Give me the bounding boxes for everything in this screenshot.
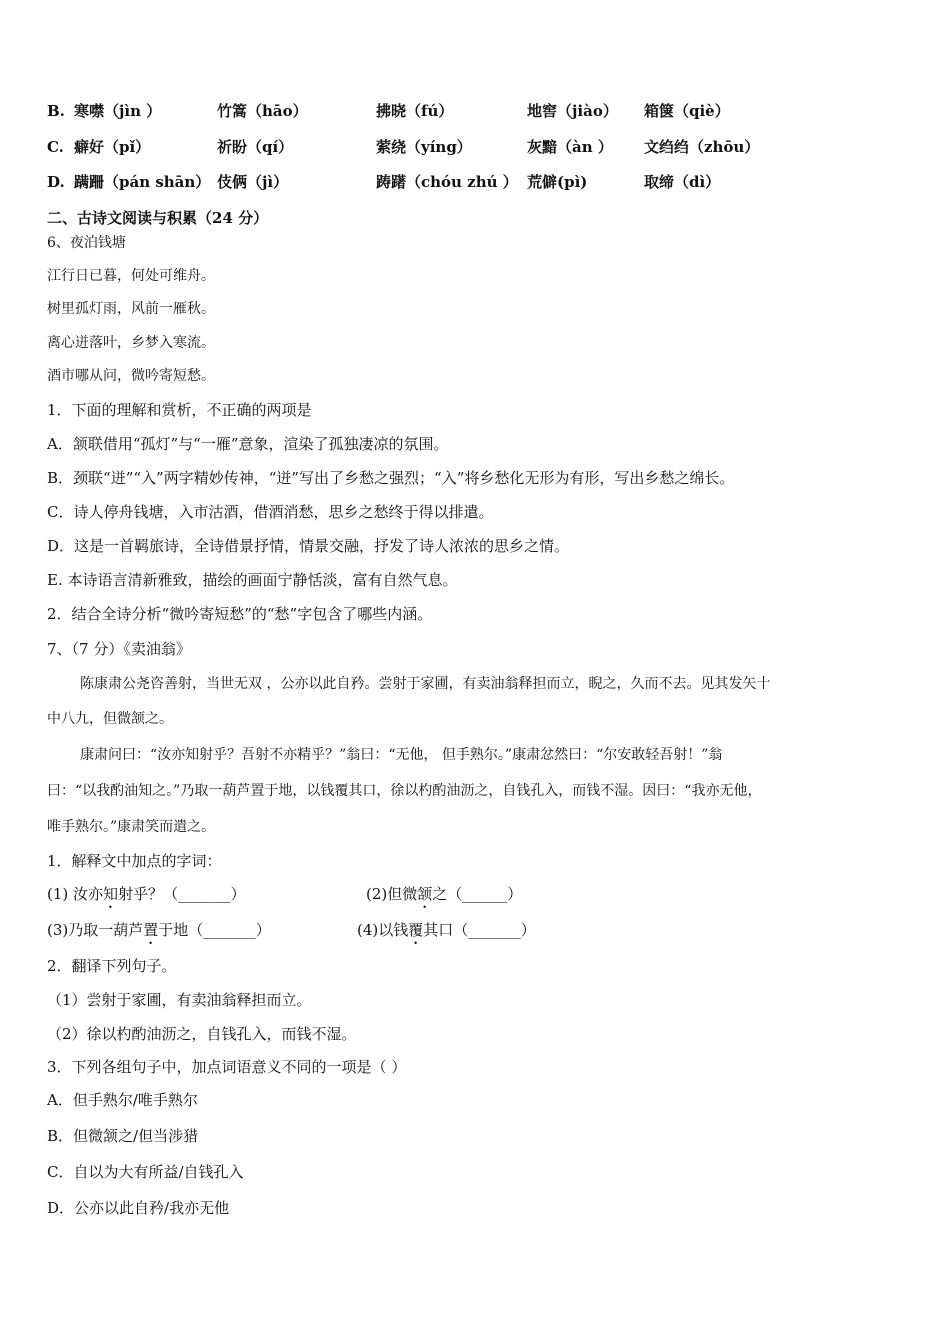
item-text: 其口（_______） [423, 921, 536, 939]
answer-option: A．颔联借用“孤灯”与“一雁”意象，渲染了孤独凄凉的氛围。 [47, 435, 449, 453]
answer-option: D．这是一首羁旅诗，全诗借景抒情，情景交融，抒发了诗人浓浓的思乡之情。 [47, 537, 570, 555]
item-text: 但微 [387, 885, 418, 903]
answer-option: E. 本诗语言清新雅致，描绘的画面宁静恬淡，富有自然气息。 [47, 571, 458, 589]
option-item: 祈盼（qí） [217, 138, 294, 156]
option-item: 伎俩（jì） [217, 173, 289, 191]
passage-line: 曰：“以我酌油知之。”乃取一葫芦置于地，以钱覆其口，徐以杓酌油沥之，自钱孔入，而钱不湿。因曰：“我亦无他， [47, 783, 762, 799]
item-text: 之（______） [432, 885, 523, 903]
item-text: 汝亦 [73, 885, 104, 903]
poem-line: 树里孤灯雨，风前一雁秋。 [47, 301, 215, 317]
poem-line: 离心迸落叶，乡梦入寒流。 [47, 335, 215, 351]
answer-option: B．但微颔之/但当涉猎 [47, 1127, 199, 1145]
option-item: 箱箧（qiè） [644, 102, 730, 120]
item-number: (4) [357, 921, 379, 939]
question-stem: 1．解释文中加点的字词： [47, 852, 222, 870]
option-item: 蹒跚（pán shān） [74, 173, 211, 191]
question-stem: 1．下面的理解和赏析，不正确的两项是 [47, 401, 312, 419]
item-number: (1) [47, 885, 69, 903]
poem-title: 6、夜泊钱塘 [47, 235, 126, 251]
item-text: 乃取一葫芦 [68, 921, 144, 939]
item-number: (2) [366, 885, 388, 903]
answer-option: B．颈联“迸”“入”两字精妙传神，“迸”写出了乡愁之强烈；“入”将乡愁化无形为有形，写出乡愁之绵长。 [47, 469, 735, 487]
emphasized-char: 知 [103, 885, 119, 903]
item-text: 以钱 [378, 921, 409, 939]
fill-blank-item [357, 920, 536, 948]
emphasized-char: 颔 [417, 885, 433, 903]
poem-line: 酒市哪从问，微吟寄短愁。 [47, 368, 215, 384]
passage-line: 中八九，但微颔之。 [47, 711, 173, 727]
emphasized-char: 覆 [408, 921, 424, 939]
fill-blank-item [47, 920, 271, 948]
option-item: 灰黯（àn ） [527, 138, 613, 156]
option-item: 萦绕（yíng） [376, 138, 472, 156]
question-stem: 2．翻译下列句子。 [47, 957, 177, 975]
question-stem: 2．结合全诗分析“微吟寄短愁”的“愁”字包含了哪些内涵。 [47, 605, 433, 623]
option-label: C. [47, 138, 64, 156]
option-item: 癖好（pǐ） [74, 138, 151, 156]
answer-option: D．公亦以此自矜/我亦无他 [47, 1199, 230, 1217]
option-label: D. [47, 173, 65, 191]
item-number: (3) [47, 921, 69, 939]
answer-option: C．自以为大有所益/自钱孔入 [47, 1163, 244, 1181]
answer-option: A．但手熟尔/唯手熟尔 [47, 1091, 198, 1109]
passage-line: 康肃问曰：“汝亦知射乎？吾射不亦精乎？”翁曰：“无他， 但手熟尔。”康肃忿然曰：“尔安敢轻吾射！”翁 [80, 747, 723, 763]
fill-blank-item [47, 884, 246, 912]
option-item: 踌躇（chóu zhú ） [376, 173, 518, 191]
option-item: 寒噤（jìn ） [74, 102, 162, 120]
option-label: B. [47, 102, 65, 120]
item-text: 射乎？（_______） [118, 885, 246, 903]
option-item: 荒僻(pì) [527, 173, 588, 191]
answer-option: C．诗人停舟钱塘，入市沽酒，借酒消愁，思乡之愁终于得以排遣。 [47, 503, 494, 521]
translation-item: （1）尝射于家圃，有卖油翁释担而立。 [47, 991, 312, 1009]
option-item: 地窖（jiào） [527, 102, 618, 120]
section-heading: 二、古诗文阅读与积累（24 分） [47, 209, 269, 227]
passage-line: 唯手熟尔。”康肃笑而遣之。 [47, 819, 216, 835]
item-text: 于地（_______） [158, 921, 271, 939]
passage-line: 陈康肃公尧咨善射，当世无双 ，公亦以此自矜。尝射于家圃，有卖油翁释担而立，睨之，久而不去。见其发矢十 [80, 676, 771, 692]
option-item: 取缔（dì） [644, 173, 721, 191]
option-item: 拂晓（fú） [376, 102, 454, 120]
option-item: 竹篙（hāo） [217, 102, 308, 120]
question-title: 7、（7 分）《卖油翁》 [47, 640, 191, 658]
fill-blank-item [366, 884, 522, 912]
option-item: 文绉绉（zhōu） [644, 138, 760, 156]
emphasized-char: 置 [143, 921, 159, 939]
translation-item: （2）徐以杓酌油沥之，自钱孔入，而钱不湿。 [47, 1025, 357, 1043]
question-stem: 3．下列各组句子中，加点词语意义不同的一项是（ ） [47, 1058, 407, 1076]
poem-line: 江行日已暮，何处可维舟。 [47, 268, 215, 284]
